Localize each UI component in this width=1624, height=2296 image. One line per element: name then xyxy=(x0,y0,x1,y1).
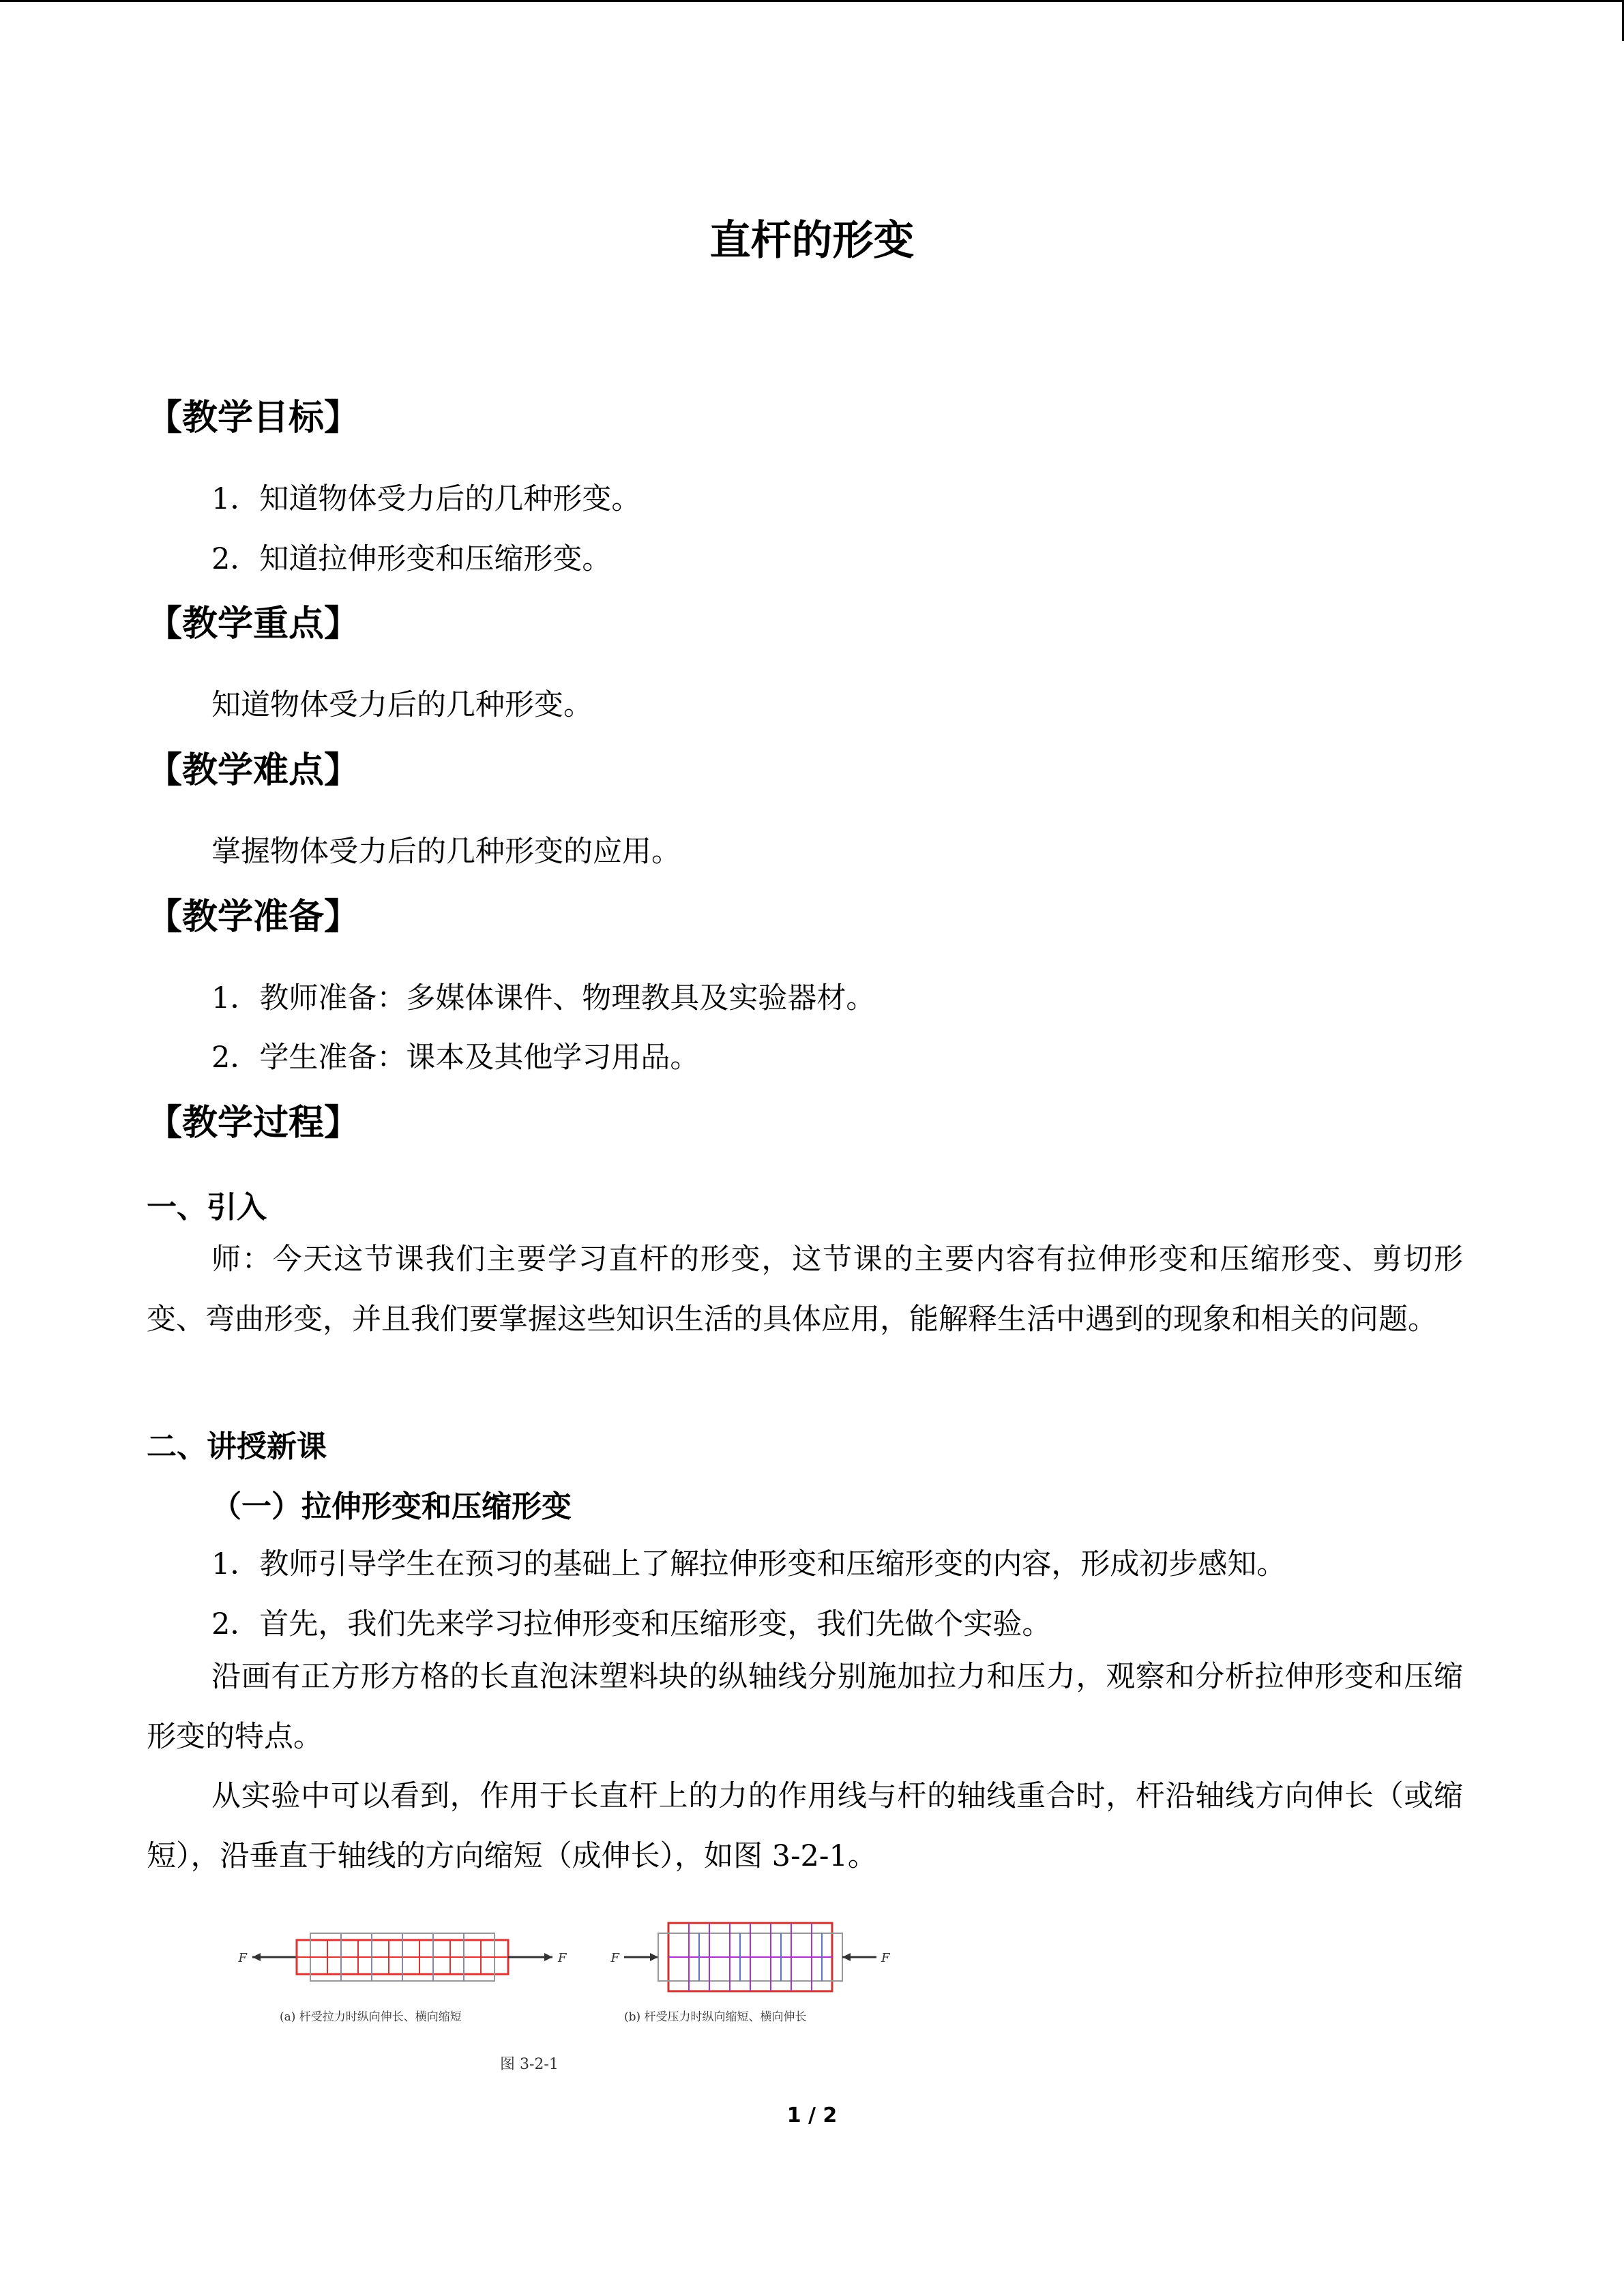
goal-item-1: 1．知道物体受力后的几种形变。 xyxy=(211,482,641,516)
figure-caption-a: (a) 杆受拉力时纵向伸长、横向缩短 xyxy=(280,2010,462,2024)
page-number: 1 / 2 xyxy=(786,2104,838,2128)
document-title: 直杆的形变 xyxy=(709,217,915,265)
heading-preparation: 【教学准备】 xyxy=(147,897,360,938)
intro-heading: 一、引入 xyxy=(147,1190,267,1225)
heading-goals: 【教学目标】 xyxy=(147,398,360,438)
force-label: F xyxy=(558,1951,567,1965)
prep-item-2: 2．学生准备：课本及其他学习用品。 xyxy=(211,1041,700,1075)
heading-process: 【教学过程】 xyxy=(147,1103,360,1144)
deformation-figure xyxy=(232,1913,914,2090)
step-1: 1．教师引导学生在预习的基础上了解拉伸形变和压缩形变的内容，形成初步感知。 xyxy=(211,1547,1286,1581)
figure-caption-b: (b) 杆受压力时纵向缩短、横向伸长 xyxy=(624,2010,807,2024)
goal-item-2: 2．知道拉伸形变和压缩形变。 xyxy=(211,542,612,576)
step-2: 2．首先，我们先来学习拉伸形变和压缩形变，我们先做个实验。 xyxy=(211,1607,1052,1641)
subsection-heading: （一）拉伸形变和压缩形变 xyxy=(211,1489,572,1524)
intro-paragraph: 师：今天这节课我们主要学习直杆的形变，这节课的主要内容有拉伸形变和压缩形变、剪切形变、弯曲形变，并且我们要掌握这些知识生活的具体应用，能解释生活中遇到的现象和相关的问题。 xyxy=(147,1242,1463,1337)
heading-difficulties: 【教学难点】 xyxy=(147,750,360,791)
prep-item-1: 1．教师准备：多媒体课件、物理教具及实验器材。 xyxy=(211,981,876,1015)
figure-a-tension xyxy=(238,1933,568,1981)
observation-paragraph: 从实验中可以看到，作用于长直杆上的力的作用线与杆的轴线重合时，杆沿轴线方向伸长（或缩短），沿垂直于轴线的方向缩短（成伸长），如图 3-2-1。 xyxy=(147,1779,1463,1873)
key-points-text: 知道物体受力后的几种形变。 xyxy=(211,688,593,722)
force-label: F xyxy=(881,1951,890,1965)
force-label: F xyxy=(610,1951,619,1965)
difficulties-text: 掌握物体受力后的几种形变的应用。 xyxy=(211,835,681,869)
figure-number: 图 3-2-1 xyxy=(500,2056,559,2073)
heading-key-points: 【教学重点】 xyxy=(147,603,360,644)
figure-b-compression xyxy=(610,1923,891,1991)
experiment-paragraph: 沿画有正方形方格的长直泡沫塑料块的纵轴线分别施加拉力和压力，观察和分析拉伸形变和压缩形变的特点。 xyxy=(147,1660,1463,1754)
page-top-border xyxy=(0,0,1624,2)
new-lesson-heading: 二、讲授新课 xyxy=(147,1429,327,1464)
force-label: F xyxy=(238,1951,247,1965)
